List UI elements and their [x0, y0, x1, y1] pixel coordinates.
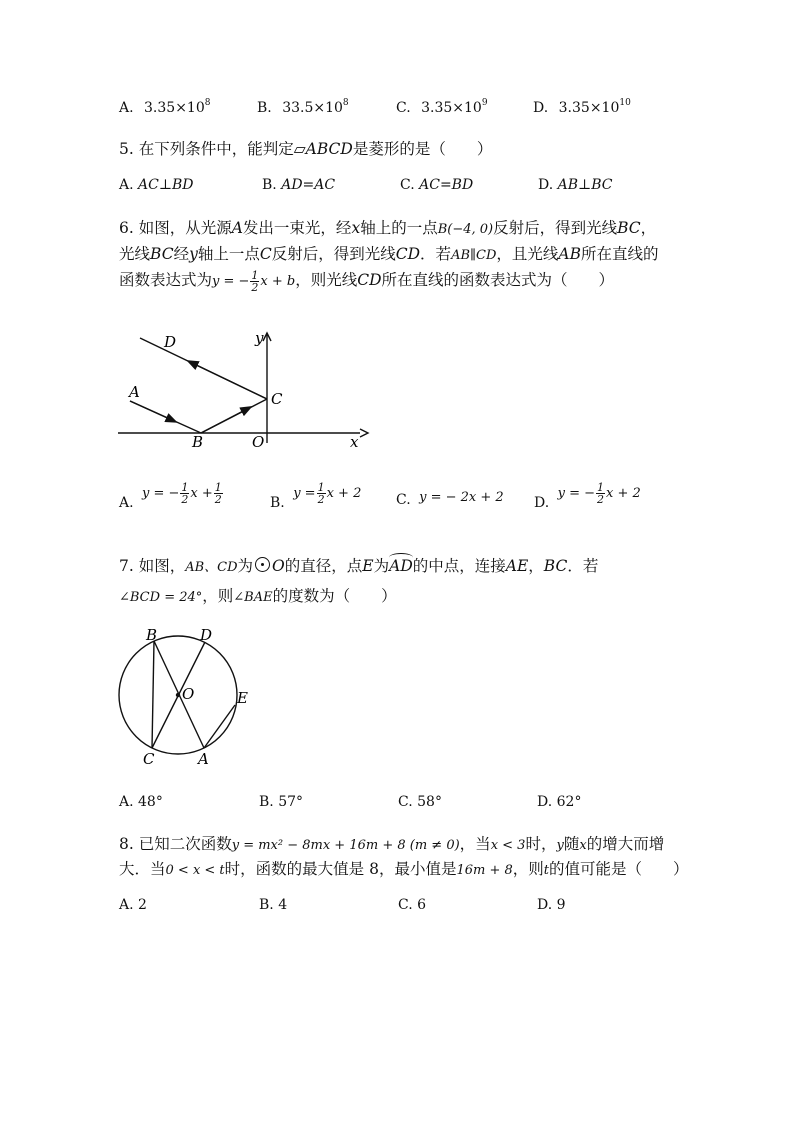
math: BC — [617, 219, 641, 237]
q6-option-d — [534, 481, 641, 515]
fraction — [596, 482, 605, 505]
q5-suffix: 是菱形的是（ ） — [352, 140, 493, 158]
fraction — [180, 482, 189, 505]
circle-dot-icon — [255, 557, 270, 572]
math: ∠BAE — [233, 590, 273, 605]
math: x — [351, 219, 361, 237]
q8-option-b — [259, 897, 287, 913]
math: y — [556, 838, 564, 853]
q5-prefix: 5. 在下列条件中，能判定 — [119, 140, 294, 158]
math: t — [543, 863, 550, 878]
option-label: A. — [119, 495, 134, 511]
label-a: A — [198, 750, 209, 768]
label-b: B — [192, 433, 204, 451]
math: x + b — [260, 274, 296, 289]
option-label: C. — [398, 794, 413, 810]
math: AD — [389, 557, 413, 575]
option-value: 3.35×10 — [558, 100, 620, 116]
option-label: A. — [119, 794, 134, 810]
label-x: x — [350, 433, 359, 451]
ray-cd-arrow — [190, 362, 267, 399]
q7-line-2 — [119, 584, 397, 606]
text: 的中点，连接 — [412, 557, 506, 575]
text: ，则光线 — [295, 271, 358, 289]
math: y — [189, 245, 198, 263]
q4-option-c — [396, 98, 488, 116]
text: 7. 如图， — [119, 557, 186, 575]
denominator: 2 — [251, 280, 259, 294]
math: y = − — [557, 486, 596, 501]
option-text — [557, 481, 641, 506]
text: 随 — [563, 835, 580, 853]
math: 0 < x < t — [165, 863, 225, 878]
text: 的值可能是（ ） — [549, 860, 689, 878]
math: y = — [293, 486, 316, 501]
option-value: 33.5×10 — [282, 100, 343, 116]
option-text: 4 — [278, 897, 288, 913]
text: 大．当 — [119, 860, 166, 878]
option-exponent: 10 — [619, 98, 631, 108]
text: ．若 — [567, 557, 599, 575]
option-text: 62° — [556, 794, 582, 810]
q6-option-a — [119, 481, 224, 515]
math: CD — [357, 271, 382, 289]
math: x — [579, 838, 587, 853]
arc-icon — [389, 553, 413, 562]
option-label: C. — [396, 492, 411, 508]
text: ， — [640, 219, 657, 237]
math: y = mx² − 8mx + 16m + 8 (m ≠ 0) — [231, 838, 460, 853]
text: 的增大而增 — [586, 835, 665, 853]
denominator: 2 — [317, 493, 325, 506]
text: 8. 已知二次函数 — [119, 835, 232, 853]
text: 的度数为（ ） — [272, 587, 397, 605]
center-point — [176, 693, 180, 697]
math: O — [272, 557, 285, 575]
q5-option-b — [262, 177, 335, 193]
math: x + 2 — [606, 486, 641, 501]
chord-bc — [152, 641, 154, 748]
option-value: 3.35×10 — [144, 100, 205, 116]
option-label: C. — [400, 177, 415, 193]
q8-line-1 — [119, 832, 664, 854]
numerator: 1 — [181, 481, 189, 494]
math: ∠BCD = 24° — [119, 590, 203, 605]
option-label: D. — [537, 794, 553, 810]
option-exponent: 8 — [342, 98, 349, 108]
label-c: C — [143, 750, 155, 768]
text: 为 — [237, 557, 254, 575]
option-label: D. — [537, 897, 553, 913]
label-c: C — [271, 390, 283, 408]
math: AB — [558, 245, 581, 263]
text: ，且光线 — [496, 245, 559, 263]
label-d: D — [164, 333, 177, 351]
q8-line-2 — [119, 857, 689, 879]
label-e: E — [237, 689, 248, 707]
denominator: 2 — [214, 493, 222, 506]
math: E — [362, 557, 374, 575]
math: 16m + 8 — [456, 863, 513, 878]
text: 为 — [373, 557, 390, 575]
text: 经 — [173, 245, 190, 263]
math: y = − — [212, 274, 250, 289]
text: 所在直线的 — [581, 245, 659, 263]
numerator: 1 — [317, 481, 325, 494]
option-text: AB⊥BC — [557, 177, 613, 193]
q6-line-2 — [119, 242, 659, 264]
ray-ab-arrow — [130, 401, 174, 421]
label-o: O — [252, 433, 265, 451]
q6-line-3 — [119, 268, 614, 293]
label-b: B — [146, 626, 158, 644]
q5-option-a — [119, 177, 194, 193]
label-d: D — [200, 626, 213, 644]
option-label: B. — [259, 897, 274, 913]
text: 光线 — [119, 245, 151, 263]
q7-option-b — [259, 794, 303, 810]
q6-diagram — [110, 325, 370, 455]
math: BC — [543, 557, 568, 575]
numerator: 1 — [214, 481, 222, 494]
q5-stem — [119, 137, 492, 159]
math: BC — [150, 245, 174, 263]
text: 6. 如图，从光源 — [119, 219, 232, 237]
option-text — [142, 481, 224, 506]
option-label: C. — [398, 897, 413, 913]
text: ，当 — [459, 835, 491, 853]
q6-option-b — [270, 481, 362, 515]
math: AB∥CD — [451, 248, 497, 263]
math: x < 3 — [490, 838, 526, 853]
text: 时， — [525, 835, 557, 853]
chord-ae — [204, 705, 235, 748]
text: 发出一束光，经 — [242, 219, 352, 237]
option-text: y = − 2x + 2 — [419, 490, 504, 505]
q5-option-c — [400, 177, 473, 193]
q6-line-1 — [119, 216, 656, 238]
option-text: AC=BD — [419, 177, 474, 193]
denominator: 2 — [597, 493, 605, 506]
label-a: A — [129, 383, 140, 401]
label-y: y — [255, 329, 264, 347]
text: 反射后，得到光线 — [271, 245, 396, 263]
option-label: D. — [538, 177, 554, 193]
option-text: 9 — [556, 897, 566, 913]
option-text: AC⊥BD — [138, 177, 194, 193]
option-text: 57° — [278, 794, 304, 810]
option-exponent: 8 — [204, 98, 211, 108]
text: 反射后，得到光线 — [493, 219, 618, 237]
arc-ad — [389, 557, 413, 575]
option-label: D. — [533, 100, 549, 116]
option-exponent: 9 — [481, 98, 488, 108]
denominator: 2 — [181, 493, 189, 506]
option-text: 6 — [417, 897, 427, 913]
math: AE — [505, 557, 529, 575]
text: 轴上的一点 — [360, 219, 438, 237]
parallelogram-symbol: ▱ — [293, 140, 306, 158]
option-label: D. — [534, 495, 550, 511]
q5-option-d — [538, 177, 612, 193]
q4-option-b — [257, 98, 349, 116]
q8-option-d — [537, 897, 566, 913]
math: B(−4, 0) — [437, 222, 494, 237]
text: 的直径，点 — [284, 557, 363, 575]
text: 时，函数的最大值是 8，最小值是 — [224, 860, 457, 878]
math: CD — [395, 245, 421, 263]
text: 轴上一点 — [197, 245, 260, 263]
q7-diagram — [110, 625, 260, 770]
math: AB、CD — [185, 560, 238, 575]
q8-option-a — [119, 897, 147, 913]
q7-option-a — [119, 794, 163, 810]
math: x + 2 — [326, 486, 362, 501]
fraction — [250, 270, 259, 293]
q8-option-c — [398, 897, 426, 913]
q7-option-c — [398, 794, 442, 810]
q5-shape: ABCD — [305, 140, 353, 158]
option-text: 2 — [138, 897, 147, 913]
option-text: 58° — [417, 794, 442, 810]
q7-option-d — [537, 794, 581, 810]
math: A — [231, 219, 243, 237]
option-label: B. — [257, 100, 272, 116]
numerator: 1 — [251, 268, 259, 282]
ray-bc-arrow — [201, 408, 249, 433]
text: ．若 — [420, 245, 452, 263]
option-text — [293, 481, 362, 506]
option-label: A. — [119, 177, 134, 193]
option-text: AD=AC — [281, 177, 336, 193]
text: ， — [528, 557, 544, 575]
option-label: B. — [270, 495, 285, 511]
option-label: B. — [259, 794, 274, 810]
text: ，则 — [512, 860, 544, 878]
math: y = − — [142, 486, 180, 501]
q4-option-a — [119, 98, 210, 116]
label-o: O — [182, 685, 195, 703]
option-label: B. — [262, 177, 277, 193]
text: 函数表达式为 — [119, 271, 213, 289]
math: x + — [190, 486, 213, 501]
text: 所在直线的函数表达式为（ ） — [381, 271, 615, 289]
option-label: A. — [119, 100, 134, 116]
q7-line-1 — [119, 554, 598, 576]
text: ，则 — [202, 587, 234, 605]
option-label: C. — [396, 100, 411, 116]
numerator: 1 — [597, 481, 605, 494]
fraction — [317, 482, 326, 505]
fraction — [214, 482, 223, 505]
option-value: 3.35×10 — [421, 100, 482, 116]
x-axis-arrow-icon — [360, 429, 368, 437]
option-text: 48° — [138, 794, 163, 810]
math: C — [259, 245, 272, 263]
option-label: A. — [119, 897, 134, 913]
q4-option-d — [533, 98, 631, 116]
q6-option-c — [396, 492, 504, 508]
